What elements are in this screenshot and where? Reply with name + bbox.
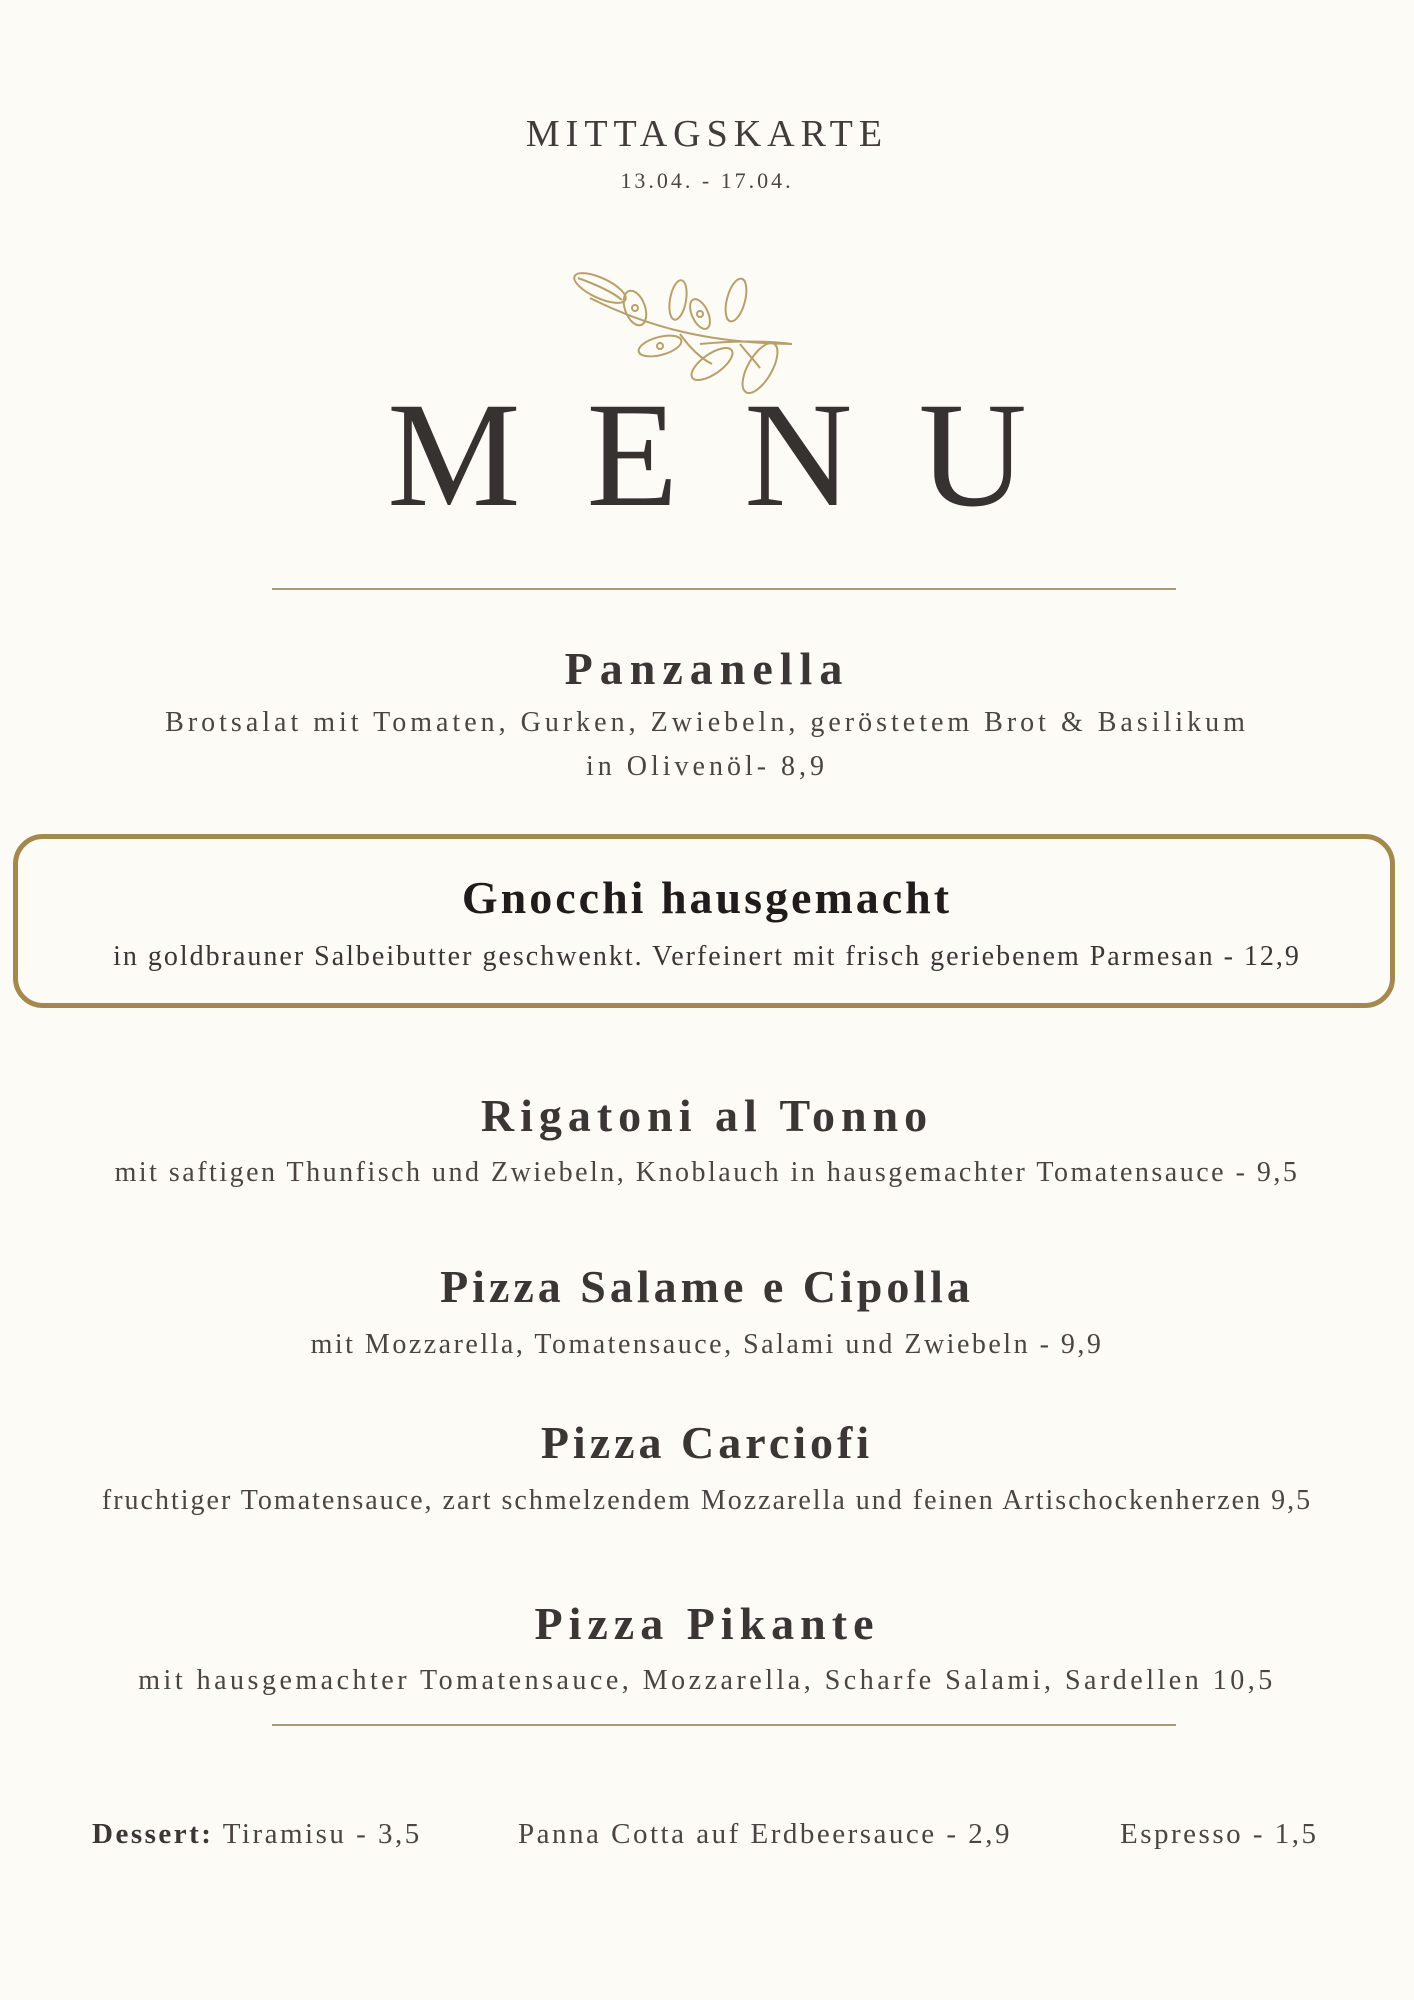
- dish-name: Panzanella: [564, 643, 850, 694]
- dish-description: fruchtiger Tomatensauce, zart schmelzendem Mozzarella und feinen Artischockenherzen 9,5: [101, 1485, 1313, 1516]
- dessert-item: Tiramisu - 3,5: [222, 1818, 422, 1850]
- bottom-divider: [272, 1724, 1176, 1726]
- top-divider: [272, 588, 1176, 590]
- dish-name: Pizza Carciofi: [540, 1417, 874, 1468]
- dessert-label: Dessert:: [92, 1818, 214, 1850]
- dessert-item: Panna Cotta auf Erdbeersauce - 2,9: [518, 1818, 1013, 1850]
- dish-name: Pizza Pikante: [534, 1598, 880, 1649]
- dish-description: mit saftigen Thunfisch und Zwiebeln, Knoblauch in hausgemachter Tomatensauce - 9,5: [114, 1157, 1300, 1188]
- dish-description: in goldbrauner Salbeibutter geschwenkt. Verfeinert mit frisch geriebenem Parmesan - 12,9: [113, 941, 1301, 972]
- dish-description: in Olivenöl- 8,9: [585, 751, 829, 782]
- menu-title: MENU: [387, 372, 1093, 538]
- date-range: 13.04. - 17.04.: [620, 168, 794, 193]
- dish-name: Rigatoni al Tonno: [480, 1090, 934, 1141]
- dish-name: Gnocchi hausgemacht: [461, 872, 953, 923]
- dish-name: Pizza Salame e Cipolla: [440, 1261, 974, 1312]
- dish-description: Brotsalat mit Tomaten, Gurken, Zwiebeln, geröstetem Brot & Basilikum: [165, 707, 1249, 738]
- menu-card-heading: MITTAGSKARTE: [525, 113, 889, 155]
- dish-description: mit hausgemachter Tomatensauce, Mozzarella, Scharfe Salami, Sardellen 10,5: [138, 1665, 1276, 1696]
- dish-description: mit Mozzarella, Tomatensauce, Salami und Zwiebeln - 9,9: [310, 1329, 1104, 1360]
- dessert-line: [92, 1818, 422, 1851]
- dessert-item: Espresso - 1,5: [1120, 1818, 1319, 1850]
